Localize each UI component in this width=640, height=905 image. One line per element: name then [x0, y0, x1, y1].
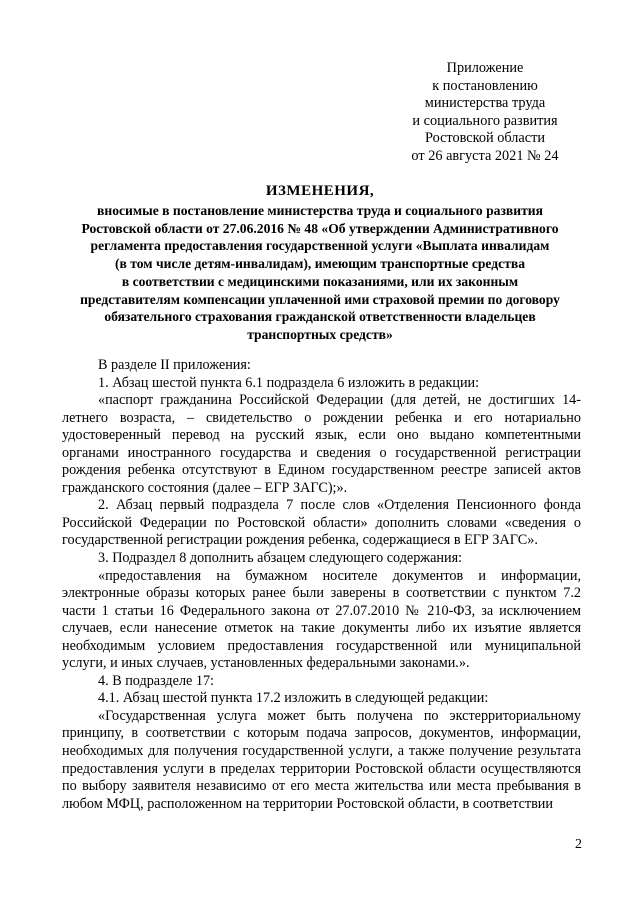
subtitle-line: (в том числе детям-инвалидам), имеющим транспортные средства	[114, 256, 526, 272]
subtitle-line: вносимые в постановление министерства труда и социального развития	[97, 203, 543, 218]
body-paragraph: «Государственная услуга может быть получена по экстерриториальному принципу, в соответствии с которым подача запросов, документов, информации, необходимых для получения государственной услуги, а также получение результата предоставления услуги в пределах территории Ростовской области осуществляются по выбору заявителя независимо от его места жительства или места пребывания в любом МФЦ, расположенном на территории Ростовской области, в соответствии	[62, 707, 581, 812]
document-subtitle	[40, 202, 600, 344]
subtitle-line: транспортных средств»	[247, 326, 393, 342]
appendix-line: Приложение	[446, 60, 524, 76]
body-paragraph: 1. Абзац шестой пункта 6.1 подраздела 6 изложить в редакции:	[98, 374, 480, 391]
body-paragraph: 4. В подразделе 17:	[98, 672, 215, 689]
subtitle-line: представителям компенсации уплаченной ими страховой премии по договору	[80, 291, 560, 307]
appendix-block	[390, 60, 580, 166]
appendix-line: и социального развития	[412, 112, 558, 129]
body-paragraph: 4.1. Абзац шестой пункта 17.2 изложить в следующей редакции:	[98, 690, 489, 707]
subtitle-line: регламента предоставления государственной услуги «Выплата инвалидам	[90, 238, 550, 254]
document-title: ИЗМЕНЕНИЯ,	[265, 183, 375, 199]
page-number: 2	[575, 837, 582, 852]
body-paragraph: «предоставления на бумажном носителе документов и информации, электронные образы которых ранее были заверены в соответствии с пунктом 7.2 части 1 статьи 16 Федерального закона от 27.07.2010 № 210-ФЗ, за исключением случаев, если нанесение отметок на такие документы либо их изъятие является необходимым условием предоставления государственной или муниципальной услуги, и иных случаев, установленных федеральными законами.».	[62, 567, 581, 672]
appendix-line: Ростовской области	[424, 130, 546, 147]
subtitle-line: Ростовской области от 27.06.2016 № 48 «Об утверждении Административного	[81, 220, 559, 236]
appendix-line: министерства труда	[424, 95, 546, 112]
body-paragraph: В разделе II приложения:	[98, 357, 251, 373]
appendix-line: к постановлению	[432, 77, 538, 94]
body-paragraph: 3. Подраздел 8 дополнить абзацем следующего содержания:	[98, 550, 463, 567]
subtitle-line: обязательного страхования гражданской ответственности владельцев	[104, 309, 536, 325]
body-paragraph: «паспорт гражданина Российской Федерации (для детей, не достигших 14-летнего возраста, – свидетельство о рождении ребенка и его нотариально удостоверенный перевод на русский язык, если оно выдано компетентными органами иностранного государства и сведения о государственной регистрации рождения ребенка отсутствуют в Едином государственном реестре записей актов гражданского состояния (далее – ЕГР ЗАГС);».	[62, 392, 581, 496]
body-paragraph: 2. Абзац первый подраздела 7 после слов «Отделения Пенсионного фонда Российской Федерации по Ростовской области» дополнить словами «сведения о государственной регистрации рождения ребенка, содержащиеся в ЕГР ЗАГС».	[62, 497, 581, 549]
document-body	[62, 357, 581, 813]
subtitle-line: в соответствии с медицинскими показаниями, или их законным	[121, 273, 519, 289]
appendix-line: от 26 августа 2021 № 24	[411, 147, 559, 164]
